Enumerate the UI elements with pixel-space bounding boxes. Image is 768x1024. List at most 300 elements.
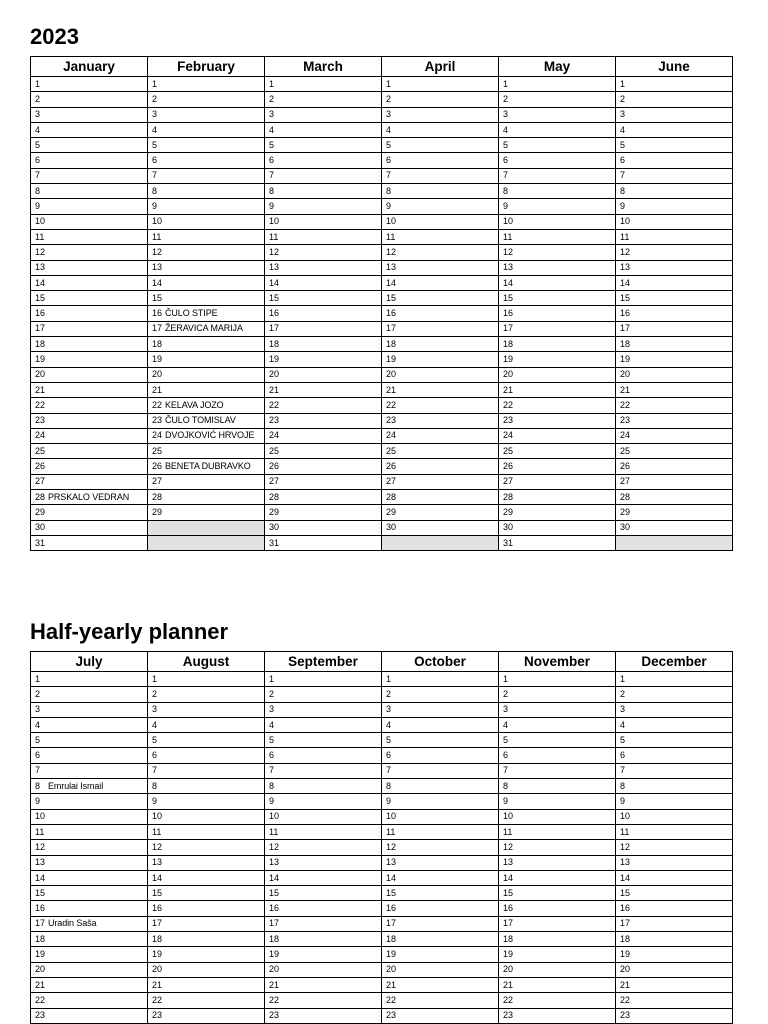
day-cell-february-9 — [148, 199, 265, 214]
day-cell-october-15 — [382, 886, 499, 901]
day-number: 14 — [620, 277, 631, 288]
day-number: 3 — [386, 109, 392, 120]
day-number: 29 — [269, 506, 280, 517]
day-row — [31, 107, 733, 122]
day-number: 5 — [152, 734, 158, 745]
day-number: 16 — [620, 308, 631, 319]
day-cell-march-16 — [265, 306, 382, 321]
day-number: 18 — [269, 338, 280, 349]
day-number: 27 — [386, 476, 397, 487]
day-cell-january-24 — [31, 428, 148, 443]
day-cell-december-15 — [616, 886, 733, 901]
day-row — [31, 199, 733, 214]
day-number: 20 — [620, 369, 631, 380]
day-number: 2 — [386, 93, 392, 104]
day-cell-march-30 — [265, 520, 382, 535]
day-number: 22 — [386, 994, 397, 1005]
day-number: 1 — [269, 78, 275, 89]
day-cell-may-17 — [499, 321, 616, 336]
day-number: 22 — [269, 994, 280, 1005]
day-number: 4 — [503, 719, 509, 730]
day-cell-july-12 — [31, 840, 148, 855]
day-number: 1 — [386, 673, 392, 684]
day-cell-november-8 — [499, 779, 616, 794]
day-row — [31, 122, 733, 137]
day-cell-january-3 — [31, 107, 148, 122]
day-cell-june-12 — [616, 245, 733, 260]
day-cell-november-16 — [499, 901, 616, 916]
day-number: 2 — [269, 93, 275, 104]
day-number: 5 — [152, 139, 158, 150]
day-cell-september-14 — [265, 870, 382, 885]
day-number: 3 — [269, 109, 275, 120]
day-number: 3 — [35, 704, 41, 715]
day-number: 19 — [269, 948, 280, 959]
day-cell-december-2 — [616, 687, 733, 702]
day-number: 4 — [386, 719, 392, 730]
day-row — [31, 505, 733, 520]
day-cell-august-13 — [148, 855, 265, 870]
day-cell-october-14 — [382, 870, 499, 885]
day-cell-december-19 — [616, 947, 733, 962]
day-cell-may-24 — [499, 428, 616, 443]
day-number: 6 — [503, 750, 509, 761]
day-cell-april-5 — [382, 138, 499, 153]
day-cell-april-11 — [382, 229, 499, 244]
day-number: 2 — [35, 688, 41, 699]
day-row — [31, 367, 733, 382]
day-cell-april-6 — [382, 153, 499, 168]
day-cell-april-14 — [382, 275, 499, 290]
month-header-april: April — [382, 57, 499, 77]
day-cell-march-13 — [265, 260, 382, 275]
day-number: 14 — [35, 277, 46, 288]
day-number: 23 — [269, 1010, 280, 1021]
day-cell-august-12 — [148, 840, 265, 855]
day-number: 15 — [35, 292, 46, 303]
day-cell-december-9 — [616, 794, 733, 809]
day-number: 18 — [35, 933, 46, 944]
day-number: 17 — [269, 323, 280, 334]
day-cell-august-16 — [148, 901, 265, 916]
day-number: 30 — [269, 522, 280, 533]
day-cell-march-31 — [265, 535, 382, 550]
day-cell-march-4 — [265, 122, 382, 137]
day-cell-february-28 — [148, 490, 265, 505]
day-number: 7 — [269, 765, 275, 776]
day-number: 11 — [269, 231, 279, 242]
day-number: 29 — [152, 506, 163, 517]
day-row — [31, 398, 733, 413]
day-cell-march-27 — [265, 474, 382, 489]
day-row — [31, 901, 733, 916]
day-number: 12 — [386, 841, 397, 852]
day-cell-july-18 — [31, 932, 148, 947]
day-cell-july-19 — [31, 947, 148, 962]
day-number: 28 — [503, 491, 514, 502]
day-number: 21 — [620, 384, 631, 395]
day-number: 2 — [620, 93, 626, 104]
day-number: 17 — [386, 323, 397, 334]
day-cell-july-21 — [31, 977, 148, 992]
day-number: 7 — [269, 170, 275, 181]
day-cell-may-20 — [499, 367, 616, 382]
day-cell-august-22 — [148, 993, 265, 1008]
day-number: 23 — [152, 415, 163, 426]
day-cell-june-13 — [616, 260, 733, 275]
day-cell-january-18 — [31, 337, 148, 352]
day-cell-january-25 — [31, 444, 148, 459]
day-number: 3 — [503, 109, 509, 120]
day-number: 26 — [620, 461, 631, 472]
day-row — [31, 932, 733, 947]
day-cell-december-13 — [616, 855, 733, 870]
day-cell-april-12 — [382, 245, 499, 260]
day-cell-january-30 — [31, 520, 148, 535]
day-cell-march-21 — [265, 382, 382, 397]
day-cell-december-11 — [616, 824, 733, 839]
day-cell-may-11 — [499, 229, 616, 244]
day-number: 9 — [503, 201, 509, 212]
day-number: 15 — [152, 887, 163, 898]
month-header-march: March — [265, 57, 382, 77]
day-number: 21 — [152, 979, 163, 990]
day-note: Uradin Saša — [48, 918, 97, 929]
day-row — [31, 275, 733, 290]
day-cell-august-14 — [148, 870, 265, 885]
month-header-february: February — [148, 57, 265, 77]
day-cell-june-17 — [616, 321, 733, 336]
day-cell-october-12 — [382, 840, 499, 855]
day-number: 17 — [35, 323, 46, 334]
day-cell-september-2 — [265, 687, 382, 702]
day-number: 16 — [35, 308, 46, 319]
day-number: 8 — [620, 780, 626, 791]
day-cell-november-19 — [499, 947, 616, 962]
day-number: 8 — [35, 185, 41, 196]
day-number: 4 — [152, 124, 158, 135]
day-number: 16 — [152, 903, 163, 914]
day-row — [31, 168, 733, 183]
day-cell-january-17 — [31, 321, 148, 336]
day-number: 10 — [620, 811, 631, 822]
day-cell-october-9 — [382, 794, 499, 809]
day-cell-july-3 — [31, 702, 148, 717]
day-cell-january-4 — [31, 122, 148, 137]
day-cell-september-18 — [265, 932, 382, 947]
day-number: 16 — [152, 308, 163, 319]
day-number: 3 — [386, 704, 392, 715]
day-cell-july-22 — [31, 993, 148, 1008]
day-number: 13 — [35, 262, 46, 273]
day-cell-june-15 — [616, 291, 733, 306]
day-cell-april-15 — [382, 291, 499, 306]
day-cell-september-1 — [265, 672, 382, 687]
day-cell-december-22 — [616, 993, 733, 1008]
day-number: 4 — [386, 124, 392, 135]
day-number: 27 — [503, 476, 514, 487]
day-cell-february-24 — [148, 428, 265, 443]
day-cell-march-9 — [265, 199, 382, 214]
day-cell-march-8 — [265, 184, 382, 199]
day-row — [31, 535, 733, 550]
day-cell-june-27 — [616, 474, 733, 489]
day-cell-may-8 — [499, 184, 616, 199]
day-cell-november-12 — [499, 840, 616, 855]
day-cell-november-2 — [499, 687, 616, 702]
day-cell-november-18 — [499, 932, 616, 947]
day-row — [31, 260, 733, 275]
day-cell-march-24 — [265, 428, 382, 443]
day-number: 12 — [503, 841, 514, 852]
day-cell-january-23 — [31, 413, 148, 428]
day-number: 19 — [152, 353, 163, 364]
day-cell-november-17 — [499, 916, 616, 931]
day-number: 5 — [269, 139, 275, 150]
day-number: 7 — [35, 170, 41, 181]
day-number: 13 — [35, 857, 46, 868]
day-cell-january-6 — [31, 153, 148, 168]
day-cell-september-9 — [265, 794, 382, 809]
day-cell-february-18 — [148, 337, 265, 352]
day-number: 7 — [386, 765, 392, 776]
day-row — [31, 886, 733, 901]
day-cell-october-19 — [382, 947, 499, 962]
day-number: 8 — [386, 780, 392, 791]
day-cell-november-10 — [499, 809, 616, 824]
page-title: 2023 — [30, 24, 79, 49]
day-number: 4 — [503, 124, 509, 135]
day-number: 13 — [152, 857, 163, 868]
day-number: 21 — [35, 979, 46, 990]
day-cell-may-1 — [499, 77, 616, 92]
day-number: 9 — [152, 201, 158, 212]
day-number: 14 — [503, 872, 514, 883]
day-cell-february-6 — [148, 153, 265, 168]
day-cell-february-4 — [148, 122, 265, 137]
day-cell-january-22 — [31, 398, 148, 413]
day-cell-july-1 — [31, 672, 148, 687]
day-cell-april-29 — [382, 505, 499, 520]
day-cell-september-22 — [265, 993, 382, 1008]
day-number: 23 — [620, 415, 631, 426]
day-cell-november-3 — [499, 702, 616, 717]
day-cell-november-1 — [499, 672, 616, 687]
day-number: 23 — [503, 415, 514, 426]
day-cell-april-28 — [382, 490, 499, 505]
day-cell-april-26 — [382, 459, 499, 474]
day-cell-may-28 — [499, 490, 616, 505]
day-cell-january-13 — [31, 260, 148, 275]
day-number: 19 — [269, 353, 280, 364]
day-cell-april-18 — [382, 337, 499, 352]
day-number: 12 — [269, 246, 280, 257]
day-number: 4 — [620, 719, 626, 730]
day-cell-march-15 — [265, 291, 382, 306]
day-cell-june-10 — [616, 214, 733, 229]
day-number: 9 — [386, 796, 392, 807]
day-row — [31, 382, 733, 397]
day-number: 16 — [503, 308, 514, 319]
day-number: 6 — [503, 155, 509, 166]
day-cell-september-13 — [265, 855, 382, 870]
day-number: 4 — [35, 124, 41, 135]
day-cell-october-13 — [382, 855, 499, 870]
day-cell-june-30 — [616, 520, 733, 535]
day-row — [31, 428, 733, 443]
day-number: 13 — [386, 262, 397, 273]
day-number: 13 — [386, 857, 397, 868]
day-number: 5 — [35, 734, 41, 745]
day-cell-march-12 — [265, 245, 382, 260]
day-number: 10 — [386, 216, 397, 227]
day-cell-april-8 — [382, 184, 499, 199]
day-cell-may-15 — [499, 291, 616, 306]
day-cell-july-13 — [31, 855, 148, 870]
day-number: 22 — [35, 399, 46, 410]
day-row — [31, 413, 733, 428]
day-row — [31, 490, 733, 505]
day-number: 2 — [386, 688, 392, 699]
day-cell-september-12 — [265, 840, 382, 855]
day-number: 17 — [620, 323, 631, 334]
day-number: 7 — [35, 765, 41, 776]
day-cell-march-25 — [265, 444, 382, 459]
day-number: 15 — [503, 292, 514, 303]
day-cell-january-9 — [31, 199, 148, 214]
day-cell-september-20 — [265, 962, 382, 977]
day-number: 11 — [503, 826, 513, 837]
day-cell-march-26 — [265, 459, 382, 474]
month-header-november: November — [499, 652, 616, 672]
day-number: 1 — [503, 673, 509, 684]
day-number: 13 — [269, 262, 280, 273]
day-cell-february-5 — [148, 138, 265, 153]
day-row — [31, 763, 733, 778]
day-cell-january-21 — [31, 382, 148, 397]
day-number: 17 — [152, 918, 163, 929]
month-header-june: June — [616, 57, 733, 77]
day-number: 4 — [620, 124, 626, 135]
planner-title: Half-yearly planner — [30, 619, 229, 644]
day-cell-january-1 — [31, 77, 148, 92]
day-cell-august-17 — [148, 916, 265, 931]
day-cell-june-3 — [616, 107, 733, 122]
day-number: 16 — [269, 308, 280, 319]
day-note: PRSKALO VEDRAN — [48, 491, 130, 502]
day-number: 1 — [503, 78, 509, 89]
day-number: 2 — [152, 688, 158, 699]
day-number: 9 — [152, 796, 158, 807]
day-row — [31, 947, 733, 962]
day-number: 10 — [152, 811, 163, 822]
day-number: 23 — [386, 1010, 397, 1021]
day-cell-march-18 — [265, 337, 382, 352]
day-row — [31, 138, 733, 153]
day-number: 24 — [35, 430, 46, 441]
day-cell-december-10 — [616, 809, 733, 824]
day-number: 18 — [620, 933, 631, 944]
day-cell-december-17 — [616, 916, 733, 931]
day-number: 22 — [620, 994, 631, 1005]
day-number: 29 — [35, 506, 46, 517]
day-cell-february-2 — [148, 92, 265, 107]
day-number: 20 — [269, 964, 280, 975]
day-number: 6 — [269, 750, 275, 761]
day-cell-august-19 — [148, 947, 265, 962]
day-cell-january-26 — [31, 459, 148, 474]
day-note: ŽERAVICA MARIJA — [165, 323, 243, 334]
day-cell-november-13 — [499, 855, 616, 870]
day-number: 14 — [269, 277, 280, 288]
day-number: 24 — [386, 430, 397, 441]
day-number: 5 — [503, 734, 509, 745]
day-number: 9 — [269, 796, 275, 807]
day-cell-june-21 — [616, 382, 733, 397]
day-number: 10 — [386, 811, 397, 822]
day-number: 30 — [35, 522, 46, 533]
day-number: 20 — [269, 369, 280, 380]
day-number: 8 — [269, 185, 275, 196]
day-number: 20 — [35, 369, 46, 380]
day-cell-may-23 — [499, 413, 616, 428]
day-cell-february-27 — [148, 474, 265, 489]
day-number: 10 — [503, 811, 514, 822]
day-number: 15 — [269, 887, 280, 898]
day-number: 16 — [386, 903, 397, 914]
day-number: 10 — [35, 216, 46, 227]
day-cell-may-7 — [499, 168, 616, 183]
day-number: 12 — [620, 246, 631, 257]
day-cell-october-10 — [382, 809, 499, 824]
day-cell-june-6 — [616, 153, 733, 168]
empty-cell — [148, 520, 265, 535]
day-number: 18 — [269, 933, 280, 944]
day-cell-may-31 — [499, 535, 616, 550]
day-number: 23 — [35, 415, 46, 426]
day-number: 2 — [620, 688, 626, 699]
day-cell-february-15 — [148, 291, 265, 306]
day-row — [31, 520, 733, 535]
day-row — [31, 733, 733, 748]
day-number: 7 — [152, 765, 158, 776]
day-number: 1 — [152, 78, 158, 89]
day-number: 19 — [386, 353, 397, 364]
day-cell-july-10 — [31, 809, 148, 824]
day-number: 3 — [152, 109, 158, 120]
day-number: 18 — [503, 933, 514, 944]
day-cell-january-10 — [31, 214, 148, 229]
day-cell-october-20 — [382, 962, 499, 977]
empty-cell — [616, 535, 733, 550]
day-number: 30 — [386, 522, 397, 533]
day-row — [31, 444, 733, 459]
day-note: BENETA DUBRAVKO — [165, 461, 251, 472]
day-number: 22 — [620, 399, 631, 410]
day-number: 21 — [503, 384, 514, 395]
day-number: 1 — [152, 673, 158, 684]
day-cell-march-3 — [265, 107, 382, 122]
day-number: 8 — [152, 185, 158, 196]
day-cell-november-11 — [499, 824, 616, 839]
day-number: 29 — [503, 506, 514, 517]
day-cell-may-13 — [499, 260, 616, 275]
day-number: 12 — [503, 246, 514, 257]
day-number: 1 — [35, 673, 41, 684]
day-number: 13 — [269, 857, 280, 868]
day-number: 27 — [269, 476, 280, 487]
day-cell-january-8 — [31, 184, 148, 199]
